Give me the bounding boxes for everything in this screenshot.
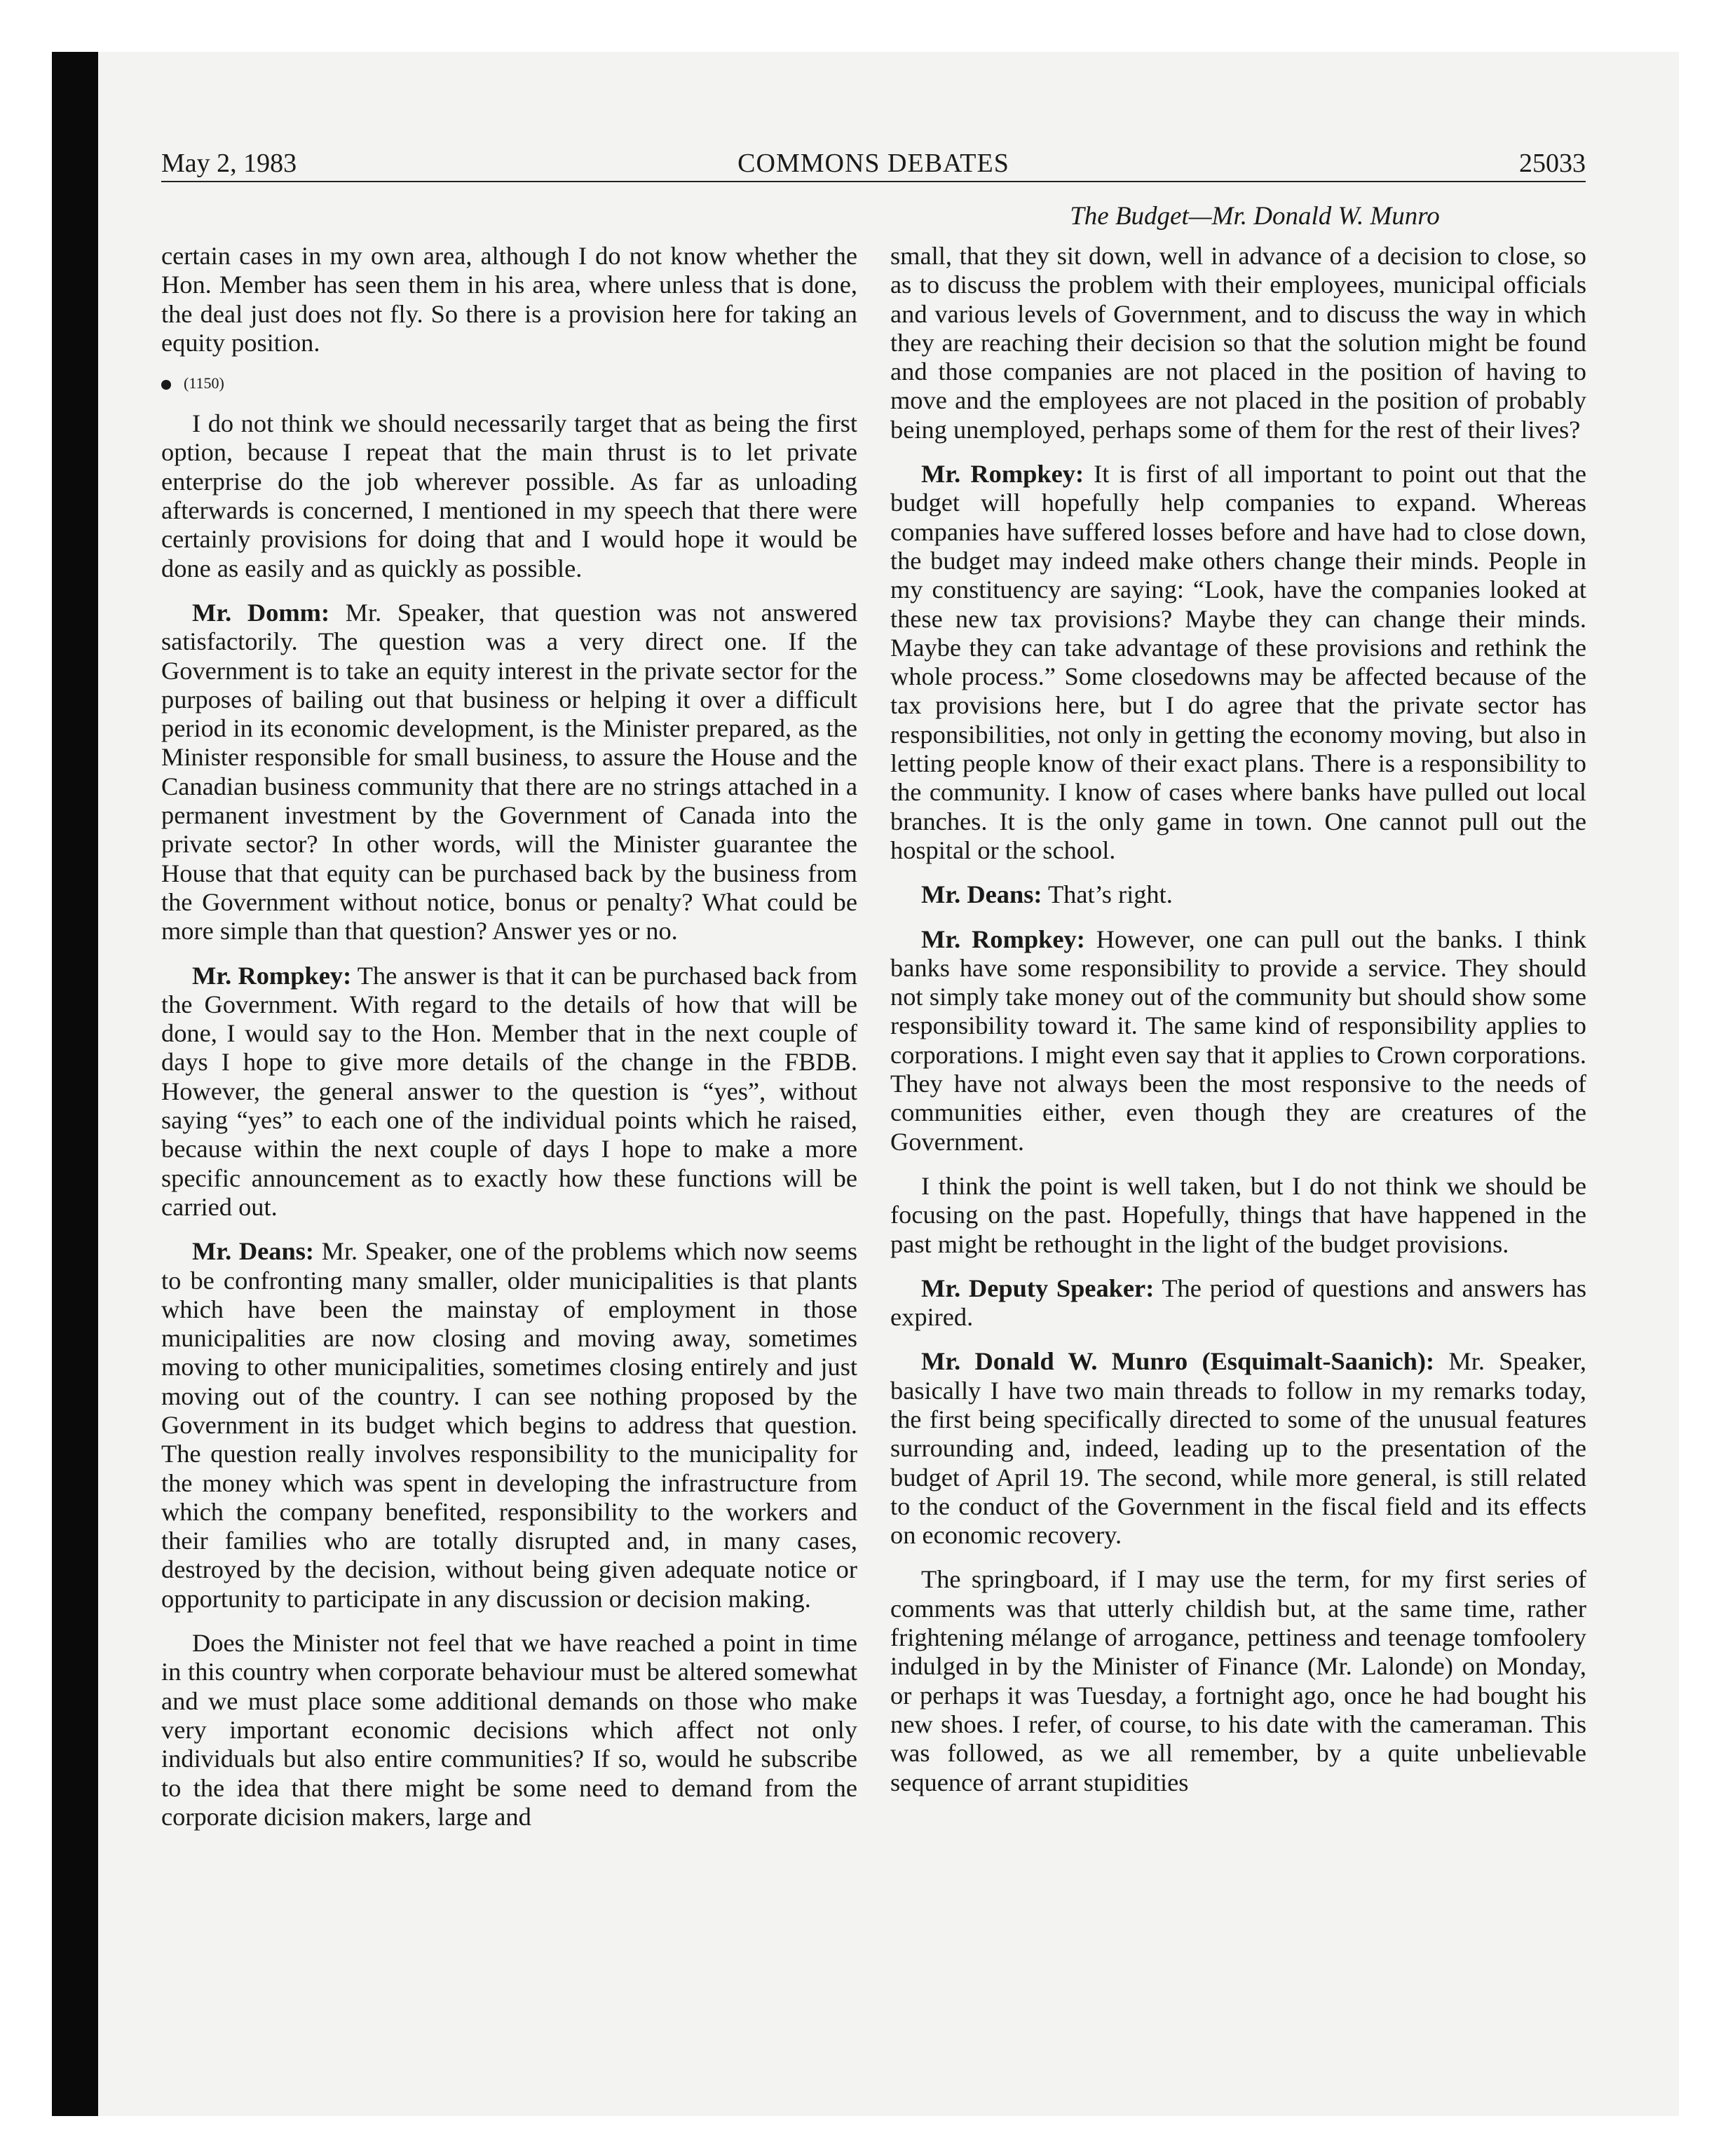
paragraph: Does the Minister not feel that we have reached a point in time in this country when corporate behaviour must be altered somewhat and we must place some additional demands on those who make very important economic decisions which affect not only individuals but also entire communities? If so, would he subscribe to the idea that there might be some need to demand from the corporate dicision makers, large and bbox=[161, 1629, 857, 1831]
paragraph: The springboard, if I may use the term, for my first series of comments was that utterly childish but, at the same time, rather frightening mélange of arrogance, pettiness and teenage tomfoolery indulged in by the Minister of Finance (Mr. Lalonde) on Monday, or perhaps it was Tuesday, a fortnight ago, once he had bought his new shoes. I refer, of course, to his date with the cameraman. This was followed, as we all remember, by a quite unbelievable sequence of arrant stupidities bbox=[890, 1565, 1586, 1796]
header-page-number: 25033 bbox=[1519, 149, 1586, 178]
speaker-name: Mr. Deans: bbox=[192, 1237, 314, 1266]
speech-text: It is first of all important to point out that the budget will hopefully help companies to expand. Whereas companies have suffered losses before and have had to close down, the budget may indeed make others change their minds. People in my constituency are saying: “Look, have the companies looked at these new tax provisions? Maybe they can change their minds. Maybe they can take advantage of these provisions and rethink the whole process.” Some closedowns may be affected because of the tax provisions here, but I do agree that the private sector has responsibilities, not only in getting the economy moving, but also in letting people know of their exact plans. There is a responsibility to the community. I know of cases where banks have pulled out local branches. It is the only game in town. One cannot pull out the hospital or the school. bbox=[890, 460, 1586, 864]
speaker-name: Mr. Deans: bbox=[921, 880, 1042, 909]
paragraph bbox=[890, 460, 1586, 865]
speech-text: Mr. Speaker, one of the problems which now seems to be confronting many smaller, older municipalities is that plants which have been the mainstay of employment in those municipalities are now closing and moving away, sometimes moving to other municipalities, sometimes closing entirely and just moving out of the country. I can see nothing proposed by the Government in its budget which begins to address that question. The question really involves responsibility to the municipality for the money which was spent in developing the infrastructure from which the company benefited, responsibility to the workers and their families who are totally disrupted and, in many cases, destroyed by the decision, without being given adequate notice or opportunity to participate in any discussion or decision making. bbox=[161, 1237, 858, 1613]
scan-edge-shadow bbox=[52, 52, 98, 2116]
running-head: The Budget—Mr. Donald W. Munro bbox=[1070, 202, 1440, 231]
speech-text: However, one can pull out the banks. I think banks have some responsibility to provide a service. They should not simply take money out of the community but should show some responsibility toward it. The same kind of responsibility applies to corporations. I might even say that it applies to Crown corporations. They have not always been the most responsive to the needs of communities either, even though they are creatures of the Government. bbox=[890, 925, 1586, 1156]
speech-text: The period of questions and answers has expired. bbox=[890, 1274, 1586, 1332]
bullet-icon bbox=[161, 380, 171, 390]
speaker-name: Mr. Donald W. Munro (Esquimalt-Saanich): bbox=[921, 1347, 1435, 1376]
speaker-name: Mr. Deputy Speaker: bbox=[921, 1274, 1155, 1302]
speaker-name: Mr. Rompkey: bbox=[921, 460, 1084, 489]
speaker-name: Mr. Domm: bbox=[192, 598, 330, 627]
paragraph bbox=[890, 925, 1586, 1157]
paragraph: I think the point is well taken, but I do not think we should be focusing on the past. Hopefully, things that have happened in the past might be rethought in the light of the budget provisions. bbox=[890, 1171, 1586, 1258]
paragraph bbox=[161, 599, 857, 946]
paragraph bbox=[161, 962, 857, 1222]
paragraph bbox=[890, 880, 1586, 909]
paragraph: I do not think we should necessarily target that as being the first option, because I repeat that the main thrust is to let private enterprise do the job wherever possible. As far as unloading afterwards is concerned, I mentioned in my speech that there were certainly provisions for doing that and I would hope it would be done as easily and as quickly as possible. bbox=[161, 409, 857, 582]
speech-text: Mr. Speaker, that question was not answered satisfactorily. The question was a very direct one. If the Government is to take an equity interest in the private sector for the purposes of bailing out that business or helping it over a difficult period in its economic development, is the Minister prepared, as the Minister responsible for small business, to assure the House and the Canadian business community that there are no strings attached in a permanent investment by the Government of Canada into the private sector? In other words, will the Minister guarantee the House that that equity can be purchased back by the business from the Government without notice, bonus or penalty? What could be more simple than that question? Answer yes or no. bbox=[161, 598, 858, 946]
header-publication: COMMONS DEBATES bbox=[737, 149, 1009, 178]
speaker-name: Mr. Rompkey: bbox=[921, 925, 1085, 953]
paragraph: certain cases in my own area, although I do not know whether the Hon. Member has seen them in his area, where unless that is done, the deal just does not fly. So there is a provision here for taking an equity position. bbox=[161, 242, 857, 357]
right-column bbox=[890, 242, 1586, 1797]
speech-text: Mr. Speaker, basically I have two main threads to follow in my remarks today, the first being specifically directed to some of the unusual features surrounding and, indeed, leading up to the presentation of the budget of April 19. The second, while more general, is still related to the conduct of the Government in the fiscal field and its effects on economic recovery. bbox=[890, 1347, 1587, 1550]
paragraph: small, that they sit down, well in advance of a decision to close, so as to discuss the problem with their employees, municipal officials and various levels of Government, and to discuss the way in which they are reaching their decision so that the solution might be found and those companies are not placed in the position of having to move and the employees are not placed in the position of probably being unemployed, perhaps some of them for the rest of their lives? bbox=[890, 242, 1586, 444]
paragraph bbox=[890, 1347, 1586, 1550]
speech-text: That’s right. bbox=[1042, 880, 1173, 909]
left-column bbox=[161, 242, 857, 1831]
page-header bbox=[161, 146, 1586, 182]
speech-text: The answer is that it can be purchased back from the Government. With regard to the details of how that will be done, I would say to the Hon. Member that in the next couple of days I hope to give more details of the change in the FBDB. However, the general answer to the question is “yes”, without saying “yes” to each one of the individual points which he raised, because within the next couple of days I hope to make a more specific announcement as to exactly how these functions will be carried out. bbox=[161, 961, 857, 1221]
speaker-name: Mr. Rompkey: bbox=[192, 961, 352, 990]
time-marker bbox=[161, 373, 857, 394]
header-date: May 2, 1983 bbox=[161, 149, 297, 178]
time-marker-label: (1150) bbox=[184, 374, 224, 393]
paragraph bbox=[890, 1274, 1586, 1332]
paragraph bbox=[161, 1237, 857, 1613]
